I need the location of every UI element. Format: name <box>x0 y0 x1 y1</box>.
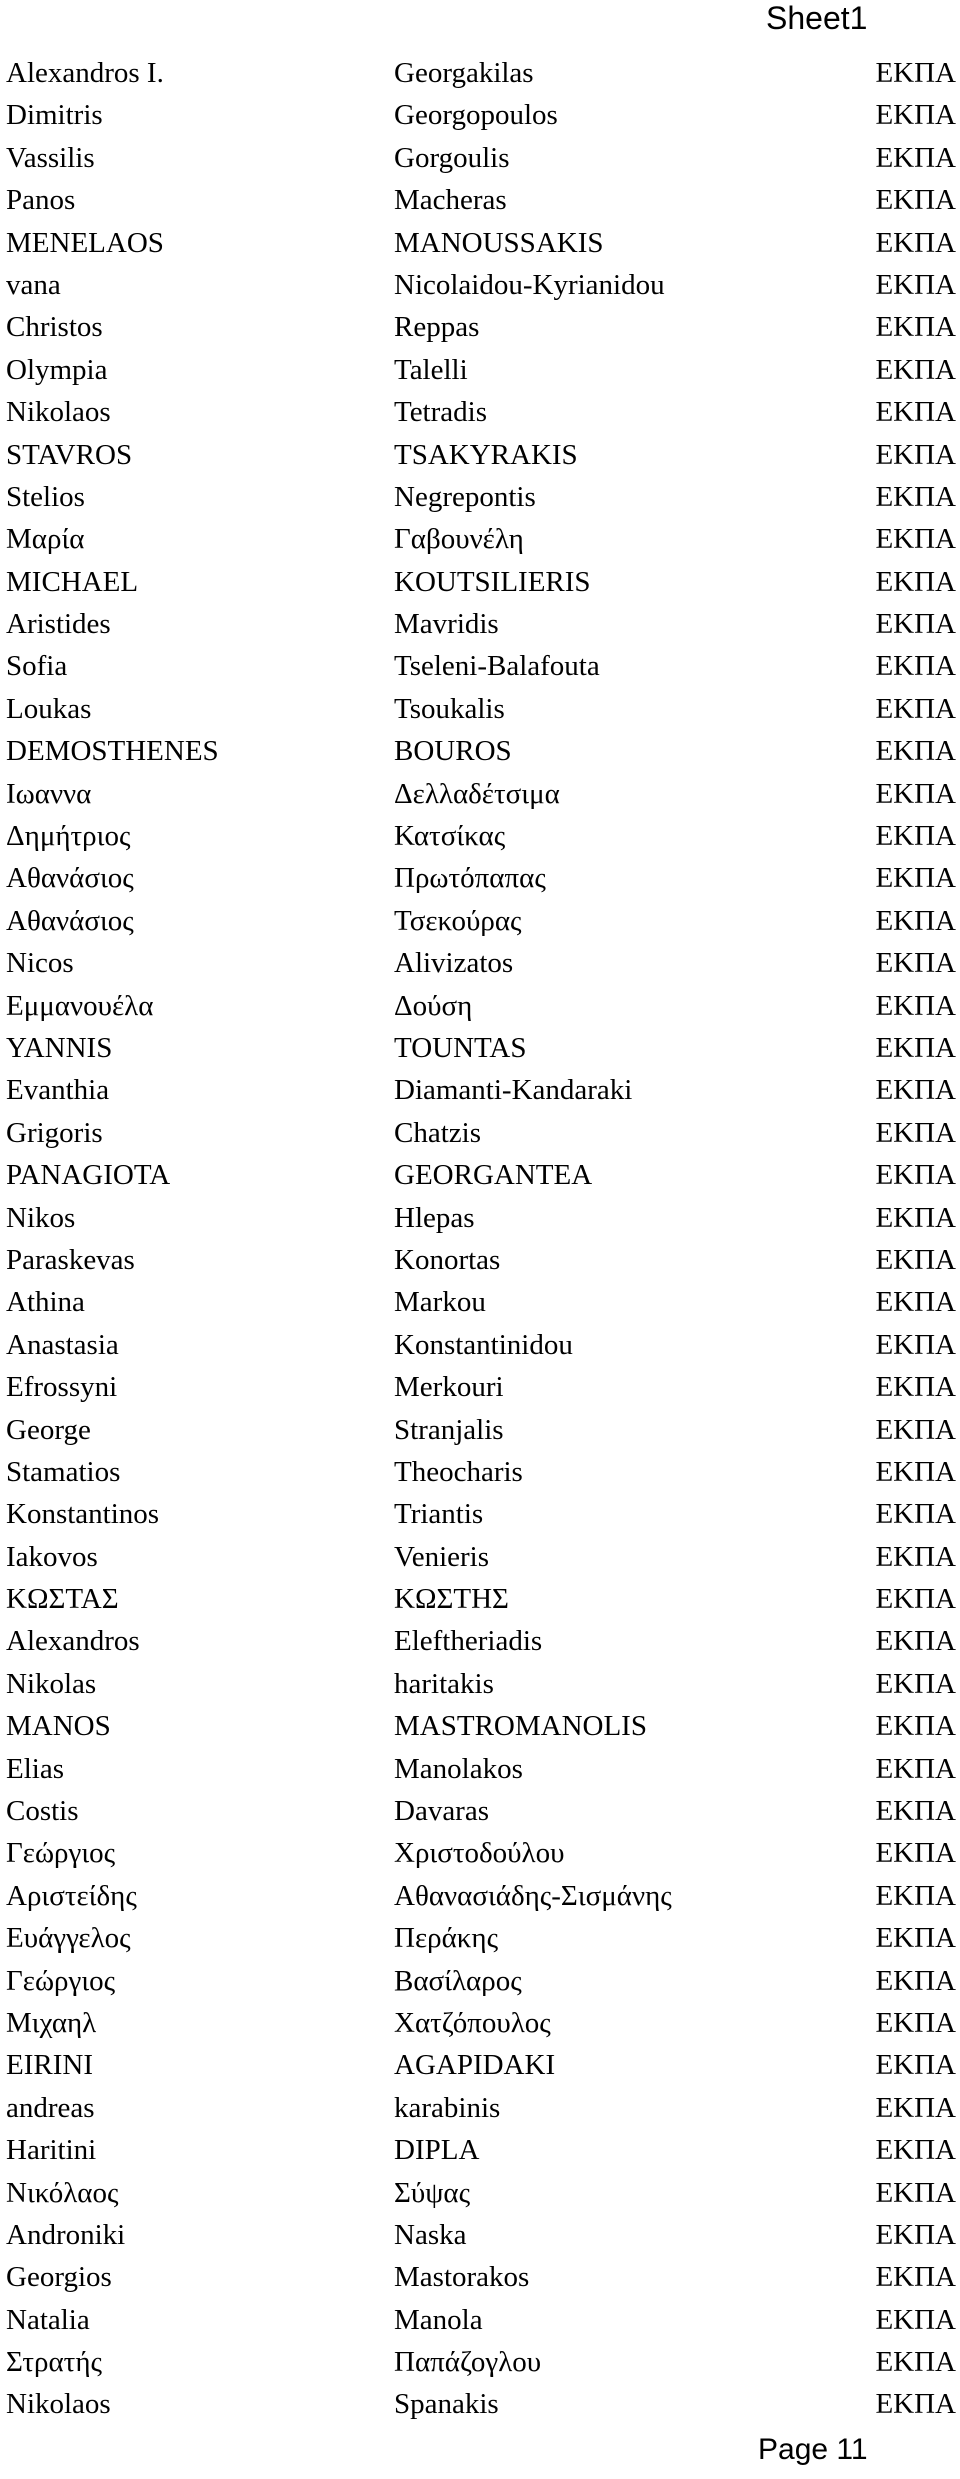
first-name-cell: Γεώργιος <box>6 1964 116 1997</box>
table-row <box>6 2129 956 2171</box>
table-row <box>6 2214 956 2256</box>
table-row <box>6 1493 956 1535</box>
table-row <box>6 52 956 94</box>
last-name-cell: Davaras <box>394 1795 490 1828</box>
table-row <box>6 1197 956 1239</box>
first-name-cell: Alexandros <box>6 1625 140 1658</box>
institution-cell: ΕΚΠΑ <box>875 904 956 937</box>
institution-cell: ΕΚΠΑ <box>875 226 956 259</box>
table-row <box>6 518 956 560</box>
last-name-cell: Tetradis <box>394 396 487 429</box>
last-name-cell: Κατσίκας <box>394 820 506 853</box>
table-row <box>6 306 956 348</box>
last-name-cell: TOUNTAS <box>394 1031 527 1064</box>
first-name-cell: Androniki <box>6 2218 126 2251</box>
institution-cell: ΕΚΠΑ <box>875 1625 956 1658</box>
institution-cell: ΕΚΠΑ <box>875 1667 956 1700</box>
institution-cell: ΕΚΠΑ <box>875 1922 956 1955</box>
institution-cell: ΕΚΠΑ <box>875 523 956 556</box>
last-name-cell: Tsoukalis <box>394 692 505 725</box>
table-row <box>6 2256 956 2298</box>
first-name-cell: Vassilis <box>6 141 95 174</box>
institution-cell: ΕΚΠΑ <box>875 480 956 513</box>
first-name-cell: Olympia <box>6 353 108 386</box>
first-name-cell: PANAGIOTA <box>6 1159 171 1192</box>
first-name-cell: Panos <box>6 184 76 217</box>
table-row <box>6 2299 956 2341</box>
first-name-cell: Αθανάσιος <box>6 904 134 937</box>
first-name-cell: ΚΩΣΤΑΣ <box>6 1583 119 1616</box>
first-name-cell: Εμμανουέλα <box>6 989 154 1022</box>
last-name-cell: Venieris <box>394 1540 490 1573</box>
last-name-cell: Markou <box>394 1286 486 1319</box>
first-name-cell: Georgios <box>6 2261 112 2294</box>
institution-cell: ΕΚΠΑ <box>875 1583 956 1616</box>
table-row <box>6 434 956 476</box>
last-name-cell: Alivizatos <box>394 947 514 980</box>
table-row <box>6 2383 956 2425</box>
institution-cell: ΕΚΠΑ <box>875 1116 956 1149</box>
first-name-cell: Grigoris <box>6 1116 103 1149</box>
institution-cell: ΕΚΠΑ <box>875 565 956 598</box>
table-row <box>6 1154 956 1196</box>
first-name-cell: Athina <box>6 1286 85 1319</box>
table-row <box>6 1748 956 1790</box>
institution-cell: ΕΚΠΑ <box>875 141 956 174</box>
table-row <box>6 264 956 306</box>
institution-cell: ΕΚΠΑ <box>875 1371 956 1404</box>
table-row <box>6 391 956 433</box>
last-name-cell: Diamanti-Kandaraki <box>394 1074 633 1107</box>
last-name-cell: Παπάζογλου <box>394 2346 542 2379</box>
institution-cell: ΕΚΠΑ <box>875 735 956 768</box>
institution-cell: ΕΚΠΑ <box>875 1752 956 1785</box>
institution-cell: ΕΚΠΑ <box>875 650 956 683</box>
institution-cell: ΕΚΠΑ <box>875 2049 956 2082</box>
last-name-cell: Gorgoulis <box>394 141 510 174</box>
first-name-cell: Nikolas <box>6 1667 97 1700</box>
sheet-title: Sheet1 <box>766 0 868 36</box>
table-row <box>6 857 956 899</box>
institution-cell: ΕΚΠΑ <box>875 396 956 429</box>
last-name-cell: Triantis <box>394 1498 484 1531</box>
institution-cell: ΕΚΠΑ <box>875 1074 956 1107</box>
institution-cell: ΕΚΠΑ <box>875 1540 956 1573</box>
table-row <box>6 349 956 391</box>
first-name-cell: Nikolaos <box>6 396 111 429</box>
institution-cell: ΕΚΠΑ <box>875 1455 956 1488</box>
table-row <box>6 985 956 1027</box>
institution-cell: ΕΚΠΑ <box>875 2006 956 2039</box>
table-row <box>6 1705 956 1747</box>
last-name-cell: Τσεκούρας <box>394 904 522 937</box>
first-name-cell: MICHAEL <box>6 565 139 598</box>
first-name-cell: Μαρία <box>6 523 85 556</box>
first-name-cell: Konstantinos <box>6 1498 160 1531</box>
institution-cell: ΕΚΠΑ <box>875 1837 956 1870</box>
institution-cell: ΕΚΠΑ <box>875 1328 956 1361</box>
first-name-cell: Natalia <box>6 2303 90 2336</box>
last-name-cell: Χριστοδούλου <box>394 1837 565 1870</box>
last-name-cell: DIPLA <box>394 2134 480 2167</box>
table-row <box>6 2002 956 2044</box>
first-name-cell: YANNIS <box>6 1031 113 1064</box>
table-row <box>6 137 956 179</box>
last-name-cell: Talelli <box>394 353 468 386</box>
last-name-cell: Manola <box>394 2303 483 2336</box>
table-row <box>6 1875 956 1917</box>
institution-cell: ΕΚΠΑ <box>875 1964 956 1997</box>
first-name-cell: Christos <box>6 311 103 344</box>
first-name-cell: vana <box>6 268 61 301</box>
institution-cell: ΕΚΠΑ <box>875 2303 956 2336</box>
last-name-cell: Πρωτόπαπας <box>394 862 546 895</box>
first-name-cell: George <box>6 1413 91 1446</box>
last-name-cell: Αθανασιάδης-Σισμάνης <box>394 1879 672 1912</box>
first-name-cell: Δημήτριος <box>6 820 131 853</box>
first-name-cell: Stelios <box>6 480 85 513</box>
first-name-cell: Αθανάσιος <box>6 862 134 895</box>
table-row <box>6 1790 956 1832</box>
last-name-cell: Manolakos <box>394 1752 523 1785</box>
first-name-cell: Nicos <box>6 947 74 980</box>
institution-cell: ΕΚΠΑ <box>875 2134 956 2167</box>
table-row <box>6 1409 956 1451</box>
last-name-cell: Δούση <box>394 989 473 1022</box>
first-name-cell: Iakovos <box>6 1540 98 1573</box>
table-row <box>6 1917 956 1959</box>
first-name-cell: Haritini <box>6 2134 97 2167</box>
last-name-cell: Naska <box>394 2218 467 2251</box>
first-name-cell: Nikolaos <box>6 2388 111 2421</box>
institution-cell: ΕΚΠΑ <box>875 1413 956 1446</box>
last-name-cell: BOUROS <box>394 735 512 768</box>
institution-cell: ΕΚΠΑ <box>875 1159 956 1192</box>
last-name-cell: Theocharis <box>394 1455 523 1488</box>
institution-cell: ΕΚΠΑ <box>875 608 956 641</box>
table-row <box>6 1536 956 1578</box>
first-name-cell: Evanthia <box>6 1074 110 1107</box>
first-name-cell: Anastasia <box>6 1328 119 1361</box>
last-name-cell: Georgopoulos <box>394 99 558 132</box>
institution-cell: ΕΚΠΑ <box>875 184 956 217</box>
institution-cell: ΕΚΠΑ <box>875 862 956 895</box>
table-row <box>6 645 956 687</box>
last-name-cell: Γαβουνέλη <box>394 523 524 556</box>
first-name-cell: Sofia <box>6 650 68 683</box>
first-name-cell: Νικόλαος <box>6 2176 119 2209</box>
institution-cell: ΕΚΠΑ <box>875 438 956 471</box>
table-row <box>6 815 956 857</box>
table-row <box>6 1366 956 1408</box>
institution-cell: ΕΚΠΑ <box>875 692 956 725</box>
institution-cell: ΕΚΠΑ <box>875 1201 956 1234</box>
table-row <box>6 476 956 518</box>
institution-cell: ΕΚΠΑ <box>875 2218 956 2251</box>
last-name-cell: Βασίλαρος <box>394 1964 522 1997</box>
names-table <box>6 52 956 2426</box>
last-name-cell: Eleftheriadis <box>394 1625 543 1658</box>
page-number: Page 11 <box>758 2433 868 2466</box>
last-name-cell: MASTROMANOLIS <box>394 1710 647 1743</box>
table-row <box>6 1578 956 1620</box>
first-name-cell: andreas <box>6 2091 95 2124</box>
first-name-cell: DEMOSTHENES <box>6 735 219 768</box>
institution-cell: ΕΚΠΑ <box>875 1286 956 1319</box>
institution-cell: ΕΚΠΑ <box>875 1498 956 1531</box>
last-name-cell: KOUTSILIERIS <box>394 565 591 598</box>
first-name-cell: STAVROS <box>6 438 133 471</box>
institution-cell: ΕΚΠΑ <box>875 1710 956 1743</box>
table-row <box>6 561 956 603</box>
institution-cell: ΕΚΠΑ <box>875 268 956 301</box>
first-name-cell: Dimitris <box>6 99 103 132</box>
first-name-cell: Efrossyni <box>6 1371 118 1404</box>
first-name-cell: Στρατής <box>6 2346 102 2379</box>
first-name-cell: Aristides <box>6 608 111 641</box>
first-name-cell: MENELAOS <box>6 226 164 259</box>
first-name-cell: Loukas <box>6 692 92 725</box>
last-name-cell: Hlepas <box>394 1201 475 1234</box>
last-name-cell: Macheras <box>394 184 507 217</box>
last-name-cell: GEORGANTEA <box>394 1159 593 1192</box>
table-row <box>6 603 956 645</box>
table-row <box>6 1112 956 1154</box>
institution-cell: ΕΚΠΑ <box>875 1795 956 1828</box>
first-name-cell: Nikos <box>6 1201 76 1234</box>
table-row <box>6 94 956 136</box>
table-row <box>6 2087 956 2129</box>
first-name-cell: MANOS <box>6 1710 111 1743</box>
table-row <box>6 1239 956 1281</box>
institution-cell: ΕΚΠΑ <box>875 353 956 386</box>
table-row <box>6 2341 956 2383</box>
table-row <box>6 730 956 772</box>
first-name-cell: Μιχαηλ <box>6 2006 97 2039</box>
first-name-cell: EIRINI <box>6 2049 93 2082</box>
last-name-cell: Reppas <box>394 311 480 344</box>
table-row <box>6 1281 956 1323</box>
last-name-cell: AGAPIDAKI <box>394 2049 556 2082</box>
first-name-cell: Ευάγγελος <box>6 1922 131 1955</box>
last-name-cell: Tseleni-Balafouta <box>394 650 600 683</box>
last-name-cell: Περάκης <box>394 1922 499 1955</box>
institution-cell: ΕΚΠΑ <box>875 57 956 89</box>
first-name-cell: Paraskevas <box>6 1243 135 1276</box>
first-name-cell: Costis <box>6 1795 79 1828</box>
institution-cell: ΕΚΠΑ <box>875 820 956 853</box>
last-name-cell: TSAKYRAKIS <box>394 438 578 471</box>
table-row <box>6 1069 956 1111</box>
last-name-cell: Georgakilas <box>394 57 534 89</box>
institution-cell: ΕΚΠΑ <box>875 2176 956 2209</box>
first-name-cell: Γεώργιος <box>6 1837 116 1870</box>
last-name-cell: Konstantinidou <box>394 1328 573 1361</box>
table-row <box>6 179 956 221</box>
first-name-cell: Stamatios <box>6 1455 121 1488</box>
institution-cell: ΕΚΠΑ <box>875 311 956 344</box>
last-name-cell: ΚΩΣΤΗΣ <box>394 1583 509 1616</box>
institution-cell: ΕΚΠΑ <box>875 2261 956 2294</box>
first-name-cell: Alexandros I. <box>6 57 164 89</box>
last-name-cell: Nicolaidou-Kyrianidou <box>394 268 665 301</box>
table-row <box>6 222 956 264</box>
last-name-cell: haritakis <box>394 1667 494 1700</box>
table-row <box>6 942 956 984</box>
table-row <box>6 1832 956 1874</box>
last-name-cell: Spanakis <box>394 2388 499 2421</box>
table-row <box>6 2172 956 2214</box>
table-row <box>6 1324 956 1366</box>
last-name-cell: Σύψας <box>394 2176 471 2209</box>
institution-cell: ΕΚΠΑ <box>875 947 956 980</box>
institution-cell: ΕΚΠΑ <box>875 1243 956 1276</box>
institution-cell: ΕΚΠΑ <box>875 1879 956 1912</box>
last-name-cell: Merkouri <box>394 1371 504 1404</box>
last-name-cell: MANOUSSAKIS <box>394 226 604 259</box>
first-name-cell: Αριστείδης <box>6 1879 137 1912</box>
table-row <box>6 1027 956 1069</box>
last-name-cell: Stranjalis <box>394 1413 504 1446</box>
table-row <box>6 773 956 815</box>
first-name-cell: Elias <box>6 1752 64 1785</box>
table-row <box>6 900 956 942</box>
table-row <box>6 1451 956 1493</box>
institution-cell: ΕΚΠΑ <box>875 99 956 132</box>
table-row <box>6 2044 956 2086</box>
last-name-cell: Chatzis <box>394 1116 481 1149</box>
institution-cell: ΕΚΠΑ <box>875 2346 956 2379</box>
table-row <box>6 1663 956 1705</box>
last-name-cell: Mavridis <box>394 608 499 641</box>
table-row <box>6 1620 956 1662</box>
table-row <box>6 688 956 730</box>
last-name-cell: Negrepontis <box>394 480 536 513</box>
last-name-cell: Mastorakos <box>394 2261 530 2294</box>
table-row <box>6 1960 956 2002</box>
institution-cell: ΕΚΠΑ <box>875 777 956 810</box>
last-name-cell: Δελλαδέτσιμα <box>394 777 560 810</box>
last-name-cell: Χατζόπουλος <box>394 2006 551 2039</box>
last-name-cell: Konortas <box>394 1243 501 1276</box>
institution-cell: ΕΚΠΑ <box>875 989 956 1022</box>
last-name-cell: karabinis <box>394 2091 501 2124</box>
institution-cell: ΕΚΠΑ <box>875 1031 956 1064</box>
first-name-cell: Ιωαννα <box>6 777 92 810</box>
institution-cell: ΕΚΠΑ <box>875 2091 956 2124</box>
institution-cell: ΕΚΠΑ <box>875 2388 956 2421</box>
